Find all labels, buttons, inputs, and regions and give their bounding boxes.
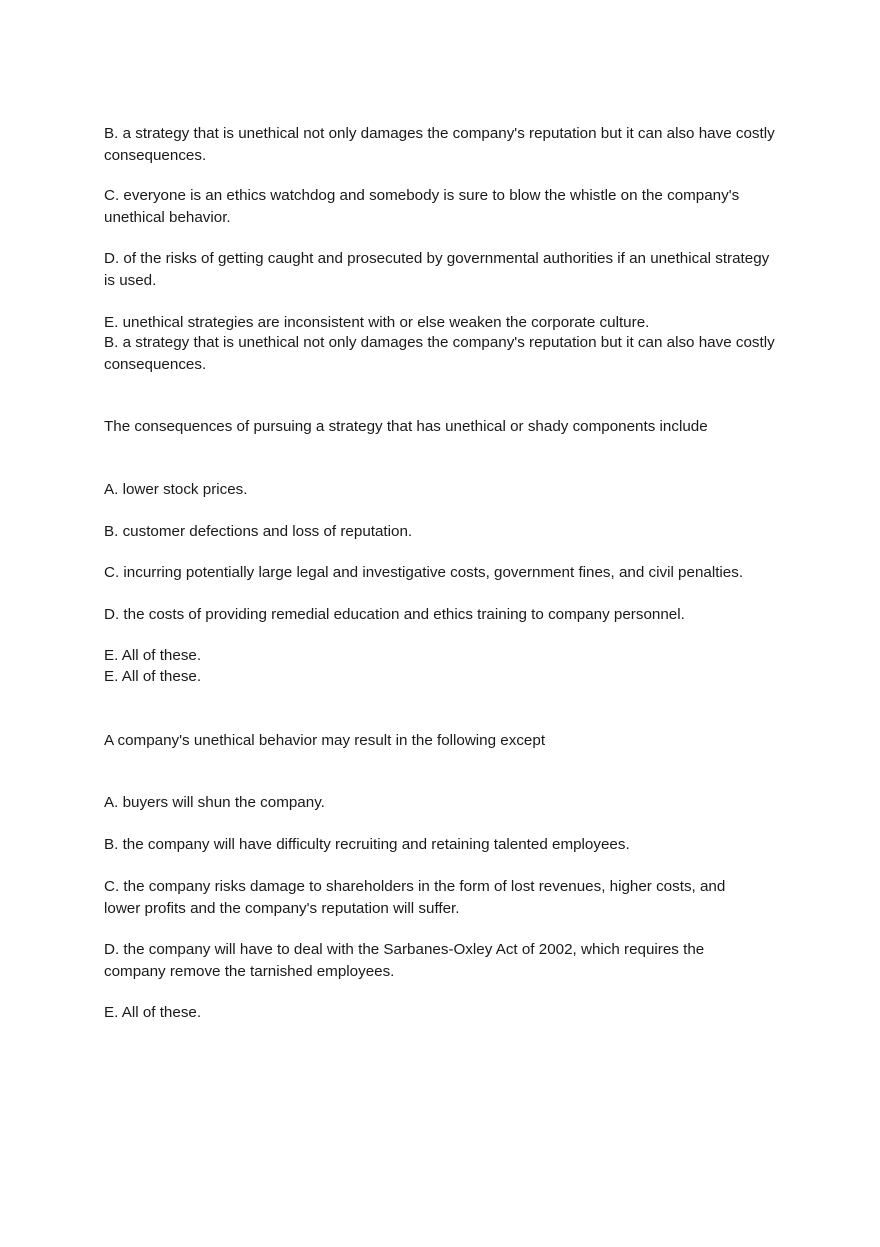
q2-option-c: C. incurring potentially large legal and investigative costs, government fines, and civil penalties. (104, 564, 744, 581)
q1-option-b: B. a strategy that is unethical not only damages the company's reputation but it can also have costly consequences. (104, 125, 775, 164)
q3-option-d: D. the company will have to deal with the Sarbanes-Oxley Act of 2002, which requires the company remove the tarnished employees. (104, 941, 705, 980)
q2-option-d: D. the costs of providing remedial education and ethics training to company personnel. (104, 606, 685, 623)
q3-option-e: E. All of these. (104, 1004, 202, 1021)
q1-option-c: C. everyone is an ethics watchdog and somebody is sure to blow the whistle on the company's unethical behavior. (104, 187, 740, 226)
q2-option-b: B. customer defections and loss of reputation. (104, 523, 413, 540)
q1-option-d: D. of the risks of getting caught and prosecuted by governmental authorities if an unethical strategy is used. (104, 250, 770, 289)
q2-answer: E. All of these. (104, 668, 202, 685)
q2-question: The consequences of pursuing a strategy that has unethical or shady components include (104, 418, 708, 435)
q3-option-a: A. buyers will shun the company. (104, 794, 325, 811)
q2-option-a: A. lower stock prices. (104, 481, 248, 498)
q3-option-b: B. the company will have difficulty recruiting and retaining talented employees. (104, 836, 630, 853)
q3-option-c: C. the company risks damage to shareholders in the form of lost revenues, higher costs, and lower profits and the company's reputation will suffer. (104, 878, 726, 917)
q2-option-e: E. All of these. (104, 647, 202, 664)
q1-answer: B. a strategy that is unethical not only damages the company's reputation but it can also have costly consequences. (104, 334, 775, 373)
q3-question: A company's unethical behavior may result in the following except (104, 732, 546, 749)
q1-option-e: E. unethical strategies are inconsistent with or else weaken the corporate culture. (104, 314, 650, 331)
